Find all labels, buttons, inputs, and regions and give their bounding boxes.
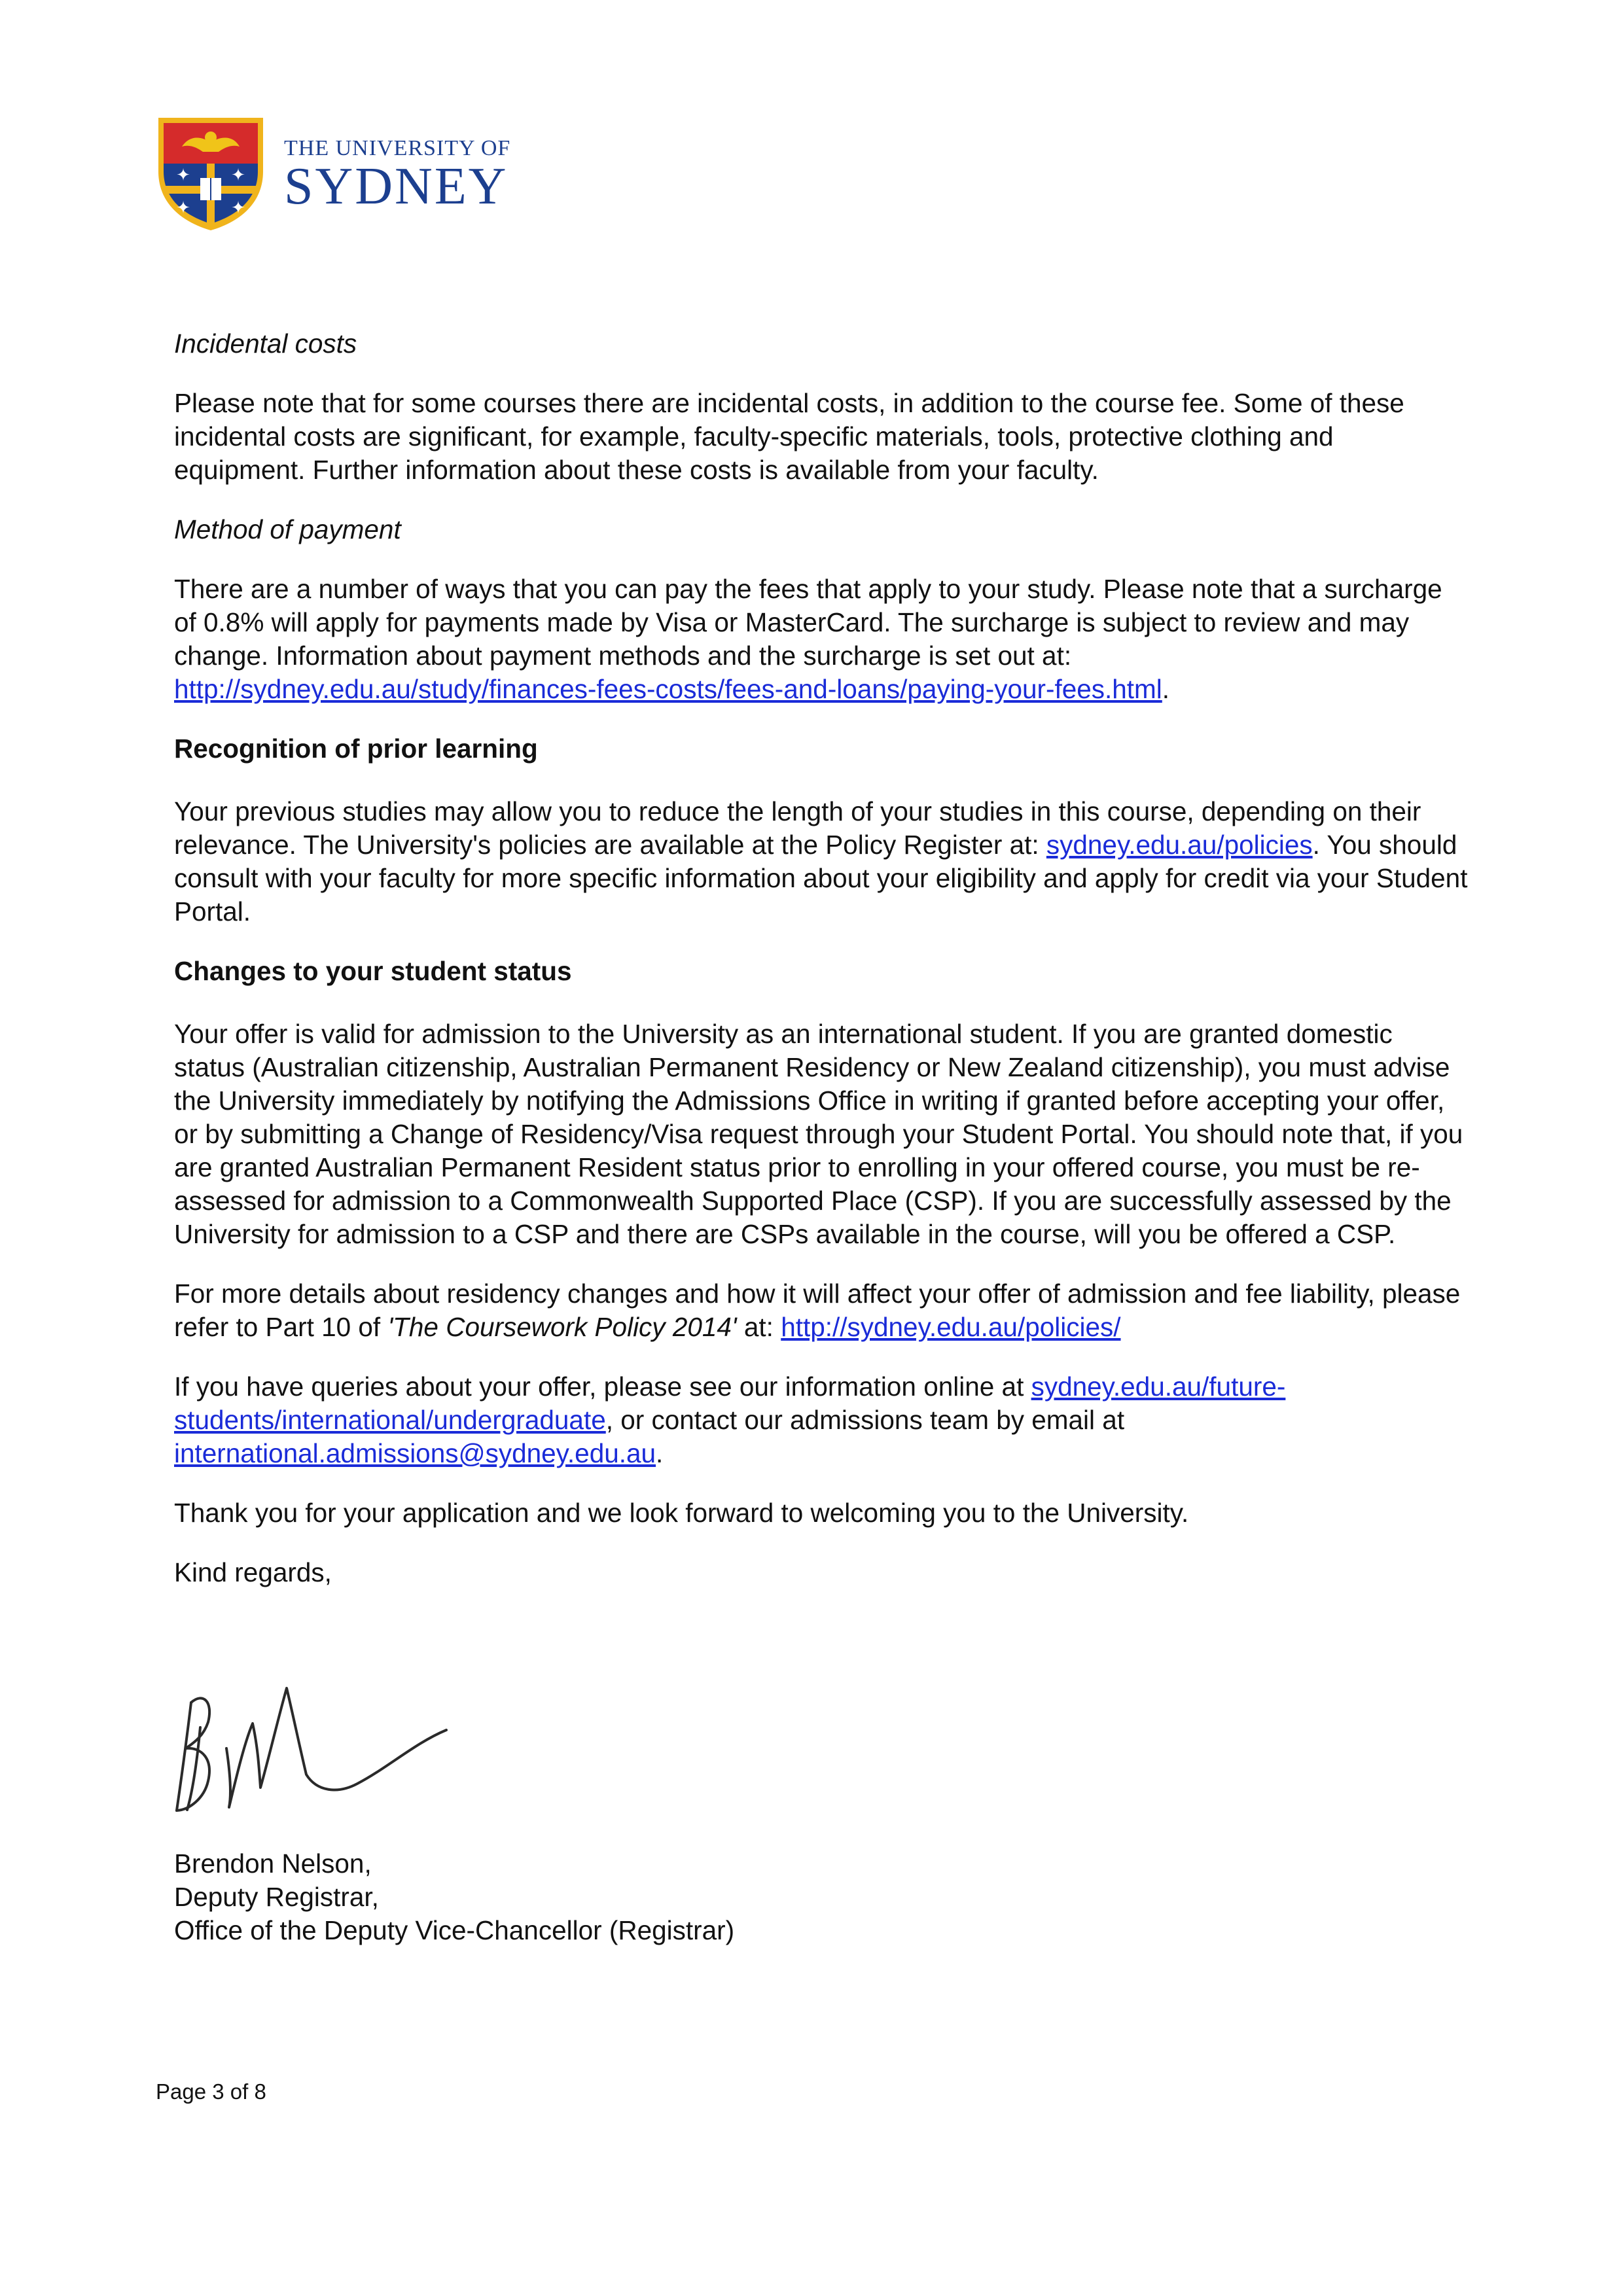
logo-title: SYDNEY <box>284 158 508 215</box>
prior-text-2: You should consult with your faculty for more specific information about your eligibility and apply for credit via your Student Portal. <box>174 830 1468 927</box>
prior-learning-heading: Recognition of prior learning <box>174 733 538 764</box>
queries-paragraph: If you have queries about your offer, please see our information online at sydney.edu.au/future-students/international/undergraduate, or contact our admissions team by email at international.admissions@sydney.edu.au. <box>174 1371 1286 1468</box>
svg-text:✦: ✦ <box>176 165 190 185</box>
incidental-costs-paragraph: Please note that for some courses there are incidental costs, in addition to the course fee. Some of these incidental costs are significant, for example, faculty-specific materials, tools, protective clothing and equipment. Further information about these costs is available from your faculty. <box>174 388 1404 485</box>
signatory-name: Brendon Nelson, <box>174 1848 372 1879</box>
logo-subtitle: THE UNIVERSITY OF <box>284 136 511 160</box>
prior-text-1: Your previous studies may allow you to reduce the length of your studies in this course, depending on their relevance. The University's policies are available at the Policy Register at: <box>174 796 1421 860</box>
queries-text-1: If you have queries about your offer, please see our information online at <box>174 1371 1024 1402</box>
residency-text-2: at: <box>736 1312 774 1342</box>
logo-wordmark <box>284 135 510 213</box>
payment-heading: Method of payment <box>174 514 401 544</box>
prior-learning-paragraph: Your previous studies may allow you to reduce the length of your studies in this course, depending on their relevance. The University's policies are available at the Policy Register at: sydney.edu.au/policies. You should consult with your faculty for more specific information about your eligibility and apply for credit via your Student Portal. <box>174 796 1468 927</box>
svg-text:✦: ✦ <box>231 198 245 217</box>
signatory-office: Office of the Deputy Vice-Chancellor (Registrar) <box>174 1915 735 1945</box>
admissions-email-link[interactable]: international.admissions@sydney.edu.au <box>174 1438 656 1468</box>
payment-text: There are a number of ways that you can pay the fees that apply to your study. Please note that a surcharge of 0.8% will apply for payments made by Visa or MasterCard. The surcharge is subject to review and may change. Information about payment methods and the surcharge is set out at: <box>174 574 1442 671</box>
residency-text-1: For more details about residency changes and how it will affect your offer of admission and fee liability, please refer to Part 10 of <box>174 1279 1461 1342</box>
signature <box>171 1670 479 1820</box>
university-crest-icon <box>156 115 266 233</box>
page-number: Page 3 of 8 <box>156 2079 266 2104</box>
policies-link[interactable]: sydney.edu.au/policies <box>1046 830 1313 860</box>
payment-paragraph: There are a number of ways that you can pay the fees that apply to your study. Please note that a surcharge of 0.8% will apply for payments made by Visa or MasterCard. The surcharge is subject to review and may change. Information about payment methods and the surcharge is set out at: http://sydney.edu.au/study/finances-fees-costs/fees-and-loans/paying-your-fees.html. <box>174 574 1442 704</box>
queries-text-2: , or contact our admissions team by email at <box>605 1405 1125 1435</box>
incidental-costs-heading: Incidental costs <box>174 328 357 359</box>
paying-fees-link[interactable]: http://sydney.edu.au/study/finances-fees-costs/fees-and-loans/paying-your-fees.html <box>174 674 1162 704</box>
svg-text:✦: ✦ <box>176 198 190 217</box>
kind-regards: Kind regards, <box>174 1557 332 1587</box>
letter-body <box>174 327 1470 1589</box>
signatory-title: Deputy Registrar, <box>174 1882 379 1912</box>
coursework-policy-title: 'The Coursework Policy 2014' <box>387 1312 737 1342</box>
future-students-link[interactable]: sydney.edu.au/future-students/international/undergraduate <box>174 1371 1286 1435</box>
residency-policies-link[interactable]: http://sydney.edu.au/policies/ <box>781 1312 1121 1342</box>
signoff-block <box>174 1847 734 1947</box>
residency-paragraph <box>174 1277 1470 1344</box>
student-status-heading: Changes to your student status <box>174 956 572 986</box>
student-status-paragraph: Your offer is valid for admission to the University as an international student. If you are granted domestic status (Australian citizenship, Australian Permanent Residency or New Zealand citizenship), you must advise the University immediately by notifying the Admissions Office in writing if granted before accepting your offer, or by submitting a Change of Residency/Visa request through your Student Portal. You should note that, if you are granted Australian Permanent Resident status prior to enrolling in your offered course, you must be re-assessed for admission to a Commonwealth Supported Place (CSP). If you are successfully assessed by the University for admission to a CSP and there are CSPs available in the course, will you be offered a CSP. <box>174 1019 1463 1249</box>
svg-text:✦: ✦ <box>231 165 245 185</box>
university-logo <box>156 115 510 233</box>
thanks-paragraph: Thank you for your application and we look forward to welcoming you to the University. <box>174 1498 1189 1528</box>
